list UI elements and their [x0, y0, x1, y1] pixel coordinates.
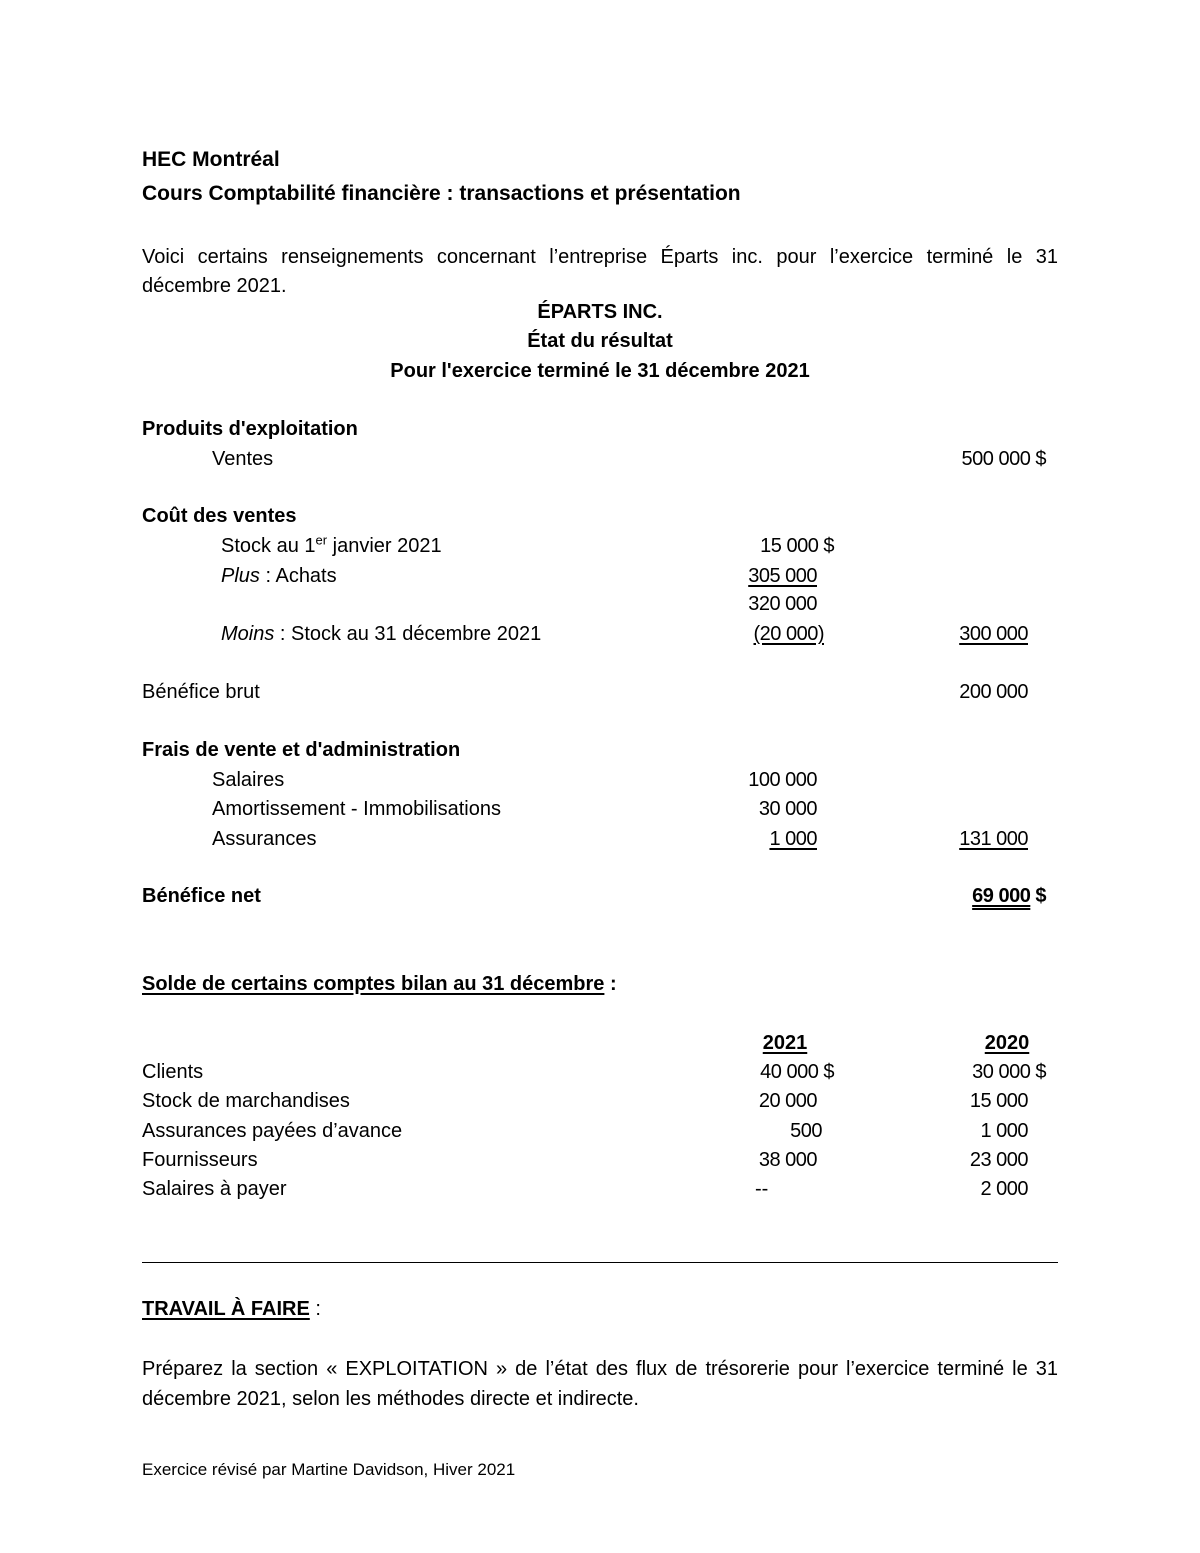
expenses-heading: Frais de vente et d'administration	[142, 739, 461, 761]
gross-profit-value: 200 000	[959, 681, 1028, 703]
year-2020-header: 2020	[984, 1032, 1030, 1054]
net-income-label: Bénéfice net	[142, 885, 261, 907]
balance-2020-suppliers: 23 000	[969, 1149, 1028, 1171]
statement-period: Pour l'exercice terminé le 31 décembre 2021	[390, 360, 810, 382]
closing-stock-value: (20 000)	[753, 623, 824, 645]
task-text: Préparez la section « EXPLOITATION » de l’état des flux de trésorerie pour l’exercice terminé le 31 décembre 2021, selon les méthodes directe et indirecte.	[142, 1358, 1058, 1410]
purchases-label: Plus : Achats	[221, 565, 337, 587]
revenue-heading: Produits d'exploitation	[142, 418, 358, 440]
year-2021-header: 2021	[762, 1032, 808, 1054]
closing-stock-label: Moins : Stock au 31 décembre 2021	[221, 623, 542, 645]
sales-label: Ventes	[212, 448, 274, 470]
balances-heading: Solde de certains comptes bilan au 31 décembre :	[142, 973, 617, 995]
balance-2021-inventory: 20 000	[758, 1090, 817, 1112]
task-heading: TRAVAIL À FAIRE :	[142, 1298, 321, 1320]
sales-value: 500 000 $	[961, 448, 1046, 470]
section-divider	[142, 1262, 1058, 1263]
expense-value-insurance: 1 000	[769, 828, 817, 850]
balance-2021-suppliers: 38 000	[758, 1149, 817, 1171]
intro-paragraph: Voici certains renseignements concernant l’entreprise Éparts inc. pour l’exercice terminé le 31 décembre 2021.	[142, 246, 1058, 297]
balance-label-inventory: Stock de marchandises	[142, 1090, 350, 1112]
school-name: HEC Montréal	[142, 148, 280, 171]
expense-label-amortization: Amortissement - Immobilisations	[212, 798, 501, 820]
balance-label-wages: Salaires à payer	[142, 1178, 287, 1200]
footer-note: Exercice révisé par Martine Davidson, Hiver 2021	[142, 1460, 516, 1479]
balance-2021-clients: 40 000 $	[760, 1061, 834, 1083]
statement-title: État du résultat	[527, 330, 673, 352]
balance-2020-prepaid: 1 000	[980, 1120, 1028, 1142]
cogs-subtotal-value: 320 000	[748, 593, 817, 615]
balance-label-prepaid: Assurances payées d’avance	[142, 1120, 403, 1142]
expense-label-salaries: Salaires	[212, 769, 285, 791]
company-name: ÉPARTS INC.	[537, 301, 663, 323]
expenses-total-value: 131 000	[959, 828, 1028, 850]
balance-2020-inventory: 15 000	[969, 1090, 1028, 1112]
opening-stock-label: Stock au 1er janvier 2021	[221, 532, 442, 557]
balance-2021-wages: --	[755, 1178, 769, 1200]
expense-value-salaries: 100 000	[748, 769, 817, 791]
purchases-value: 305 000	[748, 565, 817, 587]
balance-2021-prepaid: 500	[790, 1120, 822, 1142]
expense-value-amortization: 30 000	[758, 798, 817, 820]
balance-2020-clients: 30 000 $	[972, 1061, 1046, 1083]
opening-stock-value: 15 000 $	[760, 535, 834, 557]
balance-2020-wages: 2 000	[980, 1178, 1028, 1200]
balance-label-clients: Clients	[142, 1061, 204, 1083]
expense-label-insurance: Assurances	[212, 828, 317, 850]
gross-profit-label: Bénéfice brut	[142, 681, 260, 703]
balance-label-suppliers: Fournisseurs	[142, 1149, 258, 1171]
course-title: Cours Comptabilité financière : transactions et présentation	[142, 182, 741, 205]
cogs-heading: Coût des ventes	[142, 505, 297, 527]
cogs-total-value: 300 000	[959, 623, 1028, 645]
net-income-value: 69 000 $	[972, 885, 1046, 907]
